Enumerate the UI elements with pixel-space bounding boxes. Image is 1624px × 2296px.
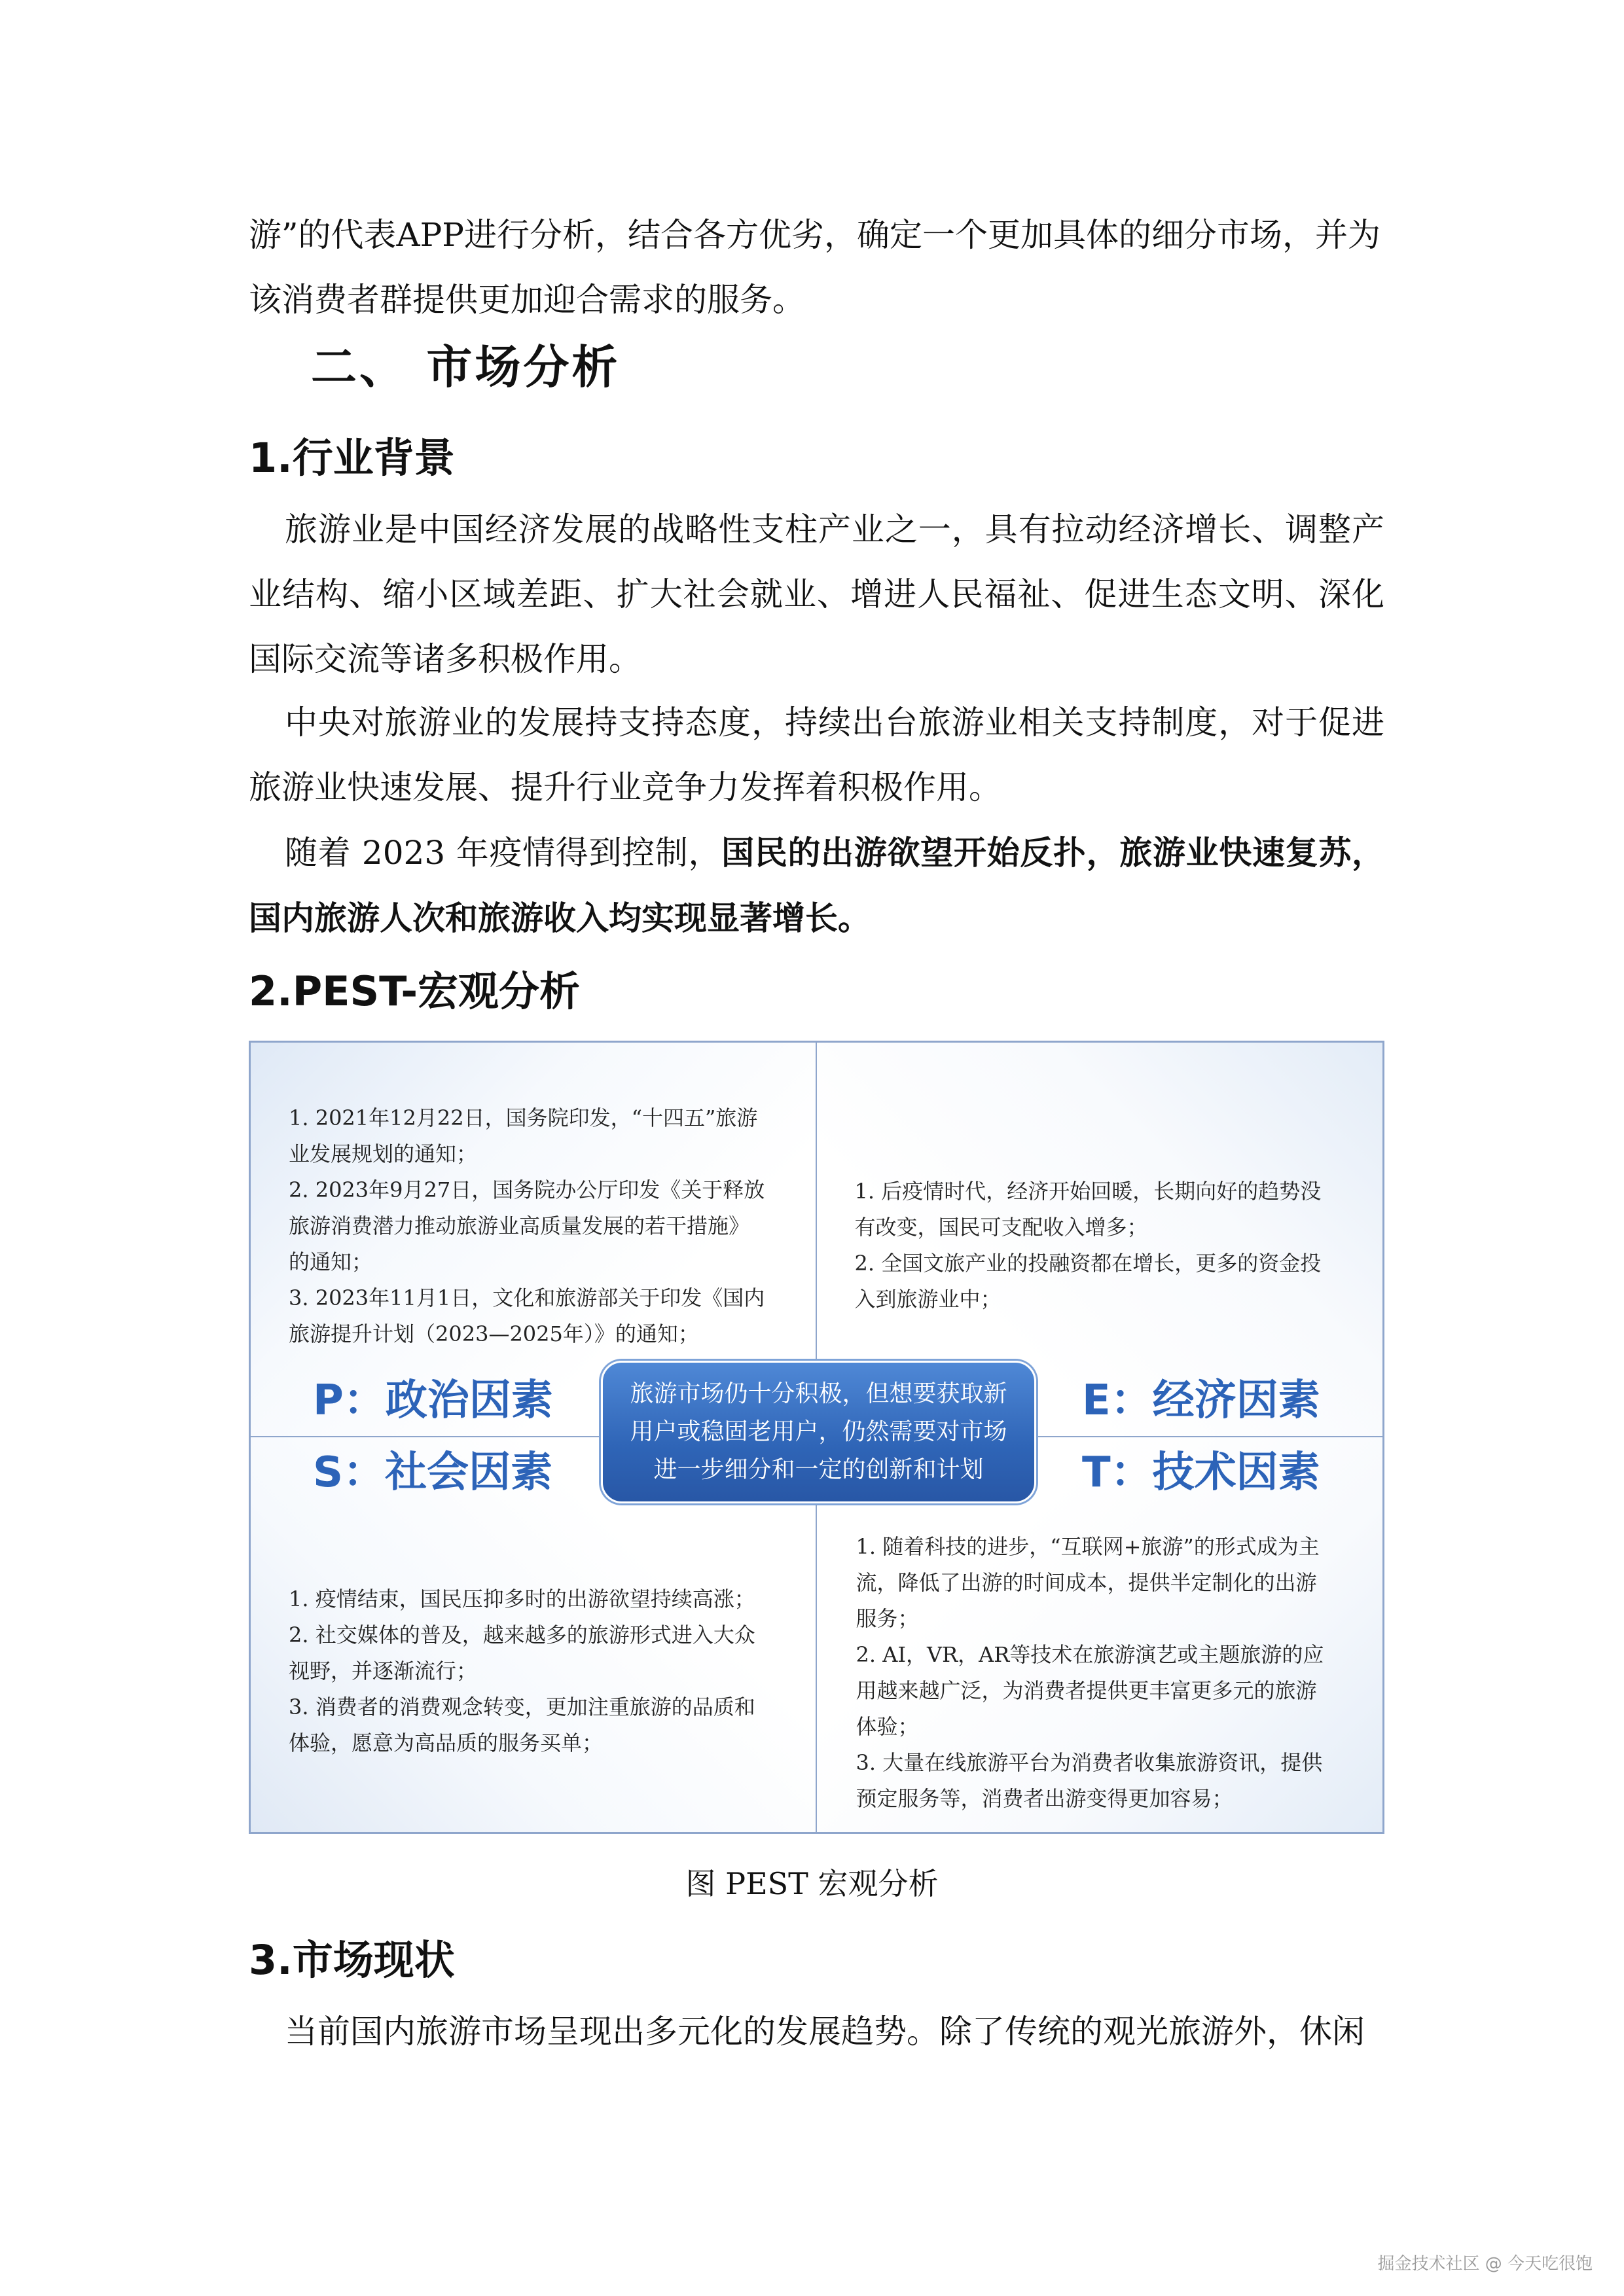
economic-list [855, 1174, 1339, 1318]
economic-item: 1. 后疫情时代，经济开始回暖，长期向好的趋势没有改变，国民可支配收入增多； [854, 1179, 1322, 1240]
paragraph-industry-2: 中央对旅游业的发展持支持态度，持续出台旅游业相关支持制度，对于促进旅游业快速发展、提升行业竞争力发挥着积极作用。 [249, 704, 1384, 806]
heading-industry-background: 1.行业背景 [249, 434, 455, 482]
label-technological: T：技术因素 [1082, 1448, 1320, 1497]
technology-item: 3. 大量在线旅游平台为消费者收集旅游资讯，提供预定服务等，消费者出游变得更加容易； [856, 1750, 1323, 1811]
political-item: 3. 2023年11月1日，文化和旅游部关于印发《国内旅游提升计划（2023—2025年）》的通知； [289, 1285, 765, 1346]
paragraph-3-normal-run: 随着 2023 年疫情得到控制， [285, 834, 722, 872]
social-list [289, 1581, 767, 1761]
technology-item: 1. 随着科技的进步，“互联网+旅游”的形式成为主流，降低了出游的时间成本，提供半定制化的出游服务； [856, 1534, 1320, 1631]
watermark: 掘金技术社区 @ 今天吃很饱 [1377, 2254, 1593, 2274]
label-economic: E：经济因素 [1082, 1376, 1320, 1425]
pest-center-summary [601, 1361, 1036, 1503]
political-list [289, 1100, 767, 1352]
social-item: 1. 疫情结束，国民压抑多时的出游欲望持续高涨； [289, 1587, 755, 1611]
center-summary-text: 旅游市场仍十分积极，但想要获取新用户或稳固老用户，仍然需要对市场进一步细分和一定的创新和计划 [630, 1380, 1007, 1483]
section-title: 二、 市场分析 [311, 340, 621, 394]
label-social: S：社会因素 [313, 1448, 553, 1497]
intro-line-2: 该消费者群提供更加迎合需求的服务。 [249, 281, 805, 319]
technology-item: 2. AI，VR，AR等技术在旅游演艺或主题旅游的应用越来越广泛，为消费者提供更丰富更多元的旅游体验； [856, 1642, 1324, 1739]
social-item: 3. 消费者的消费观念转变，更加注重旅游的品质和体验，愿意为高品质的服务买单； [289, 1695, 755, 1755]
intro-line-1: 游”的代表APP进行分析，结合各方优劣，确定一个更加具体的细分市场，并为 [249, 216, 1380, 254]
heading-market-status: 3.市场现状 [249, 1936, 455, 1984]
heading-pest: 2.PEST-宏观分析 [249, 967, 581, 1015]
paragraph-market-status: 当前国内旅游市场呈现出多元化的发展趋势。除了传统的观光旅游外，休闲 [285, 2013, 1365, 2051]
paragraph-industry-1: 旅游业是中国经济发展的战略性支柱产业之一，具有拉动经济增长、调整产业结构、缩小区域差距、扩大社会就业、增进人民福祉、促进生态文明、深化国际交流等诸多积极作用。 [249, 511, 1384, 678]
political-item: 2. 2023年9月27日，国务院办公厅印发《关于释放旅游消费潜力推动旅游业高质量发展的若干措施》的通知； [289, 1177, 765, 1274]
label-political: P：政治因素 [313, 1376, 553, 1425]
political-item: 1. 2021年12月22日，国务院印发，“十四五”旅游业发展规划的通知； [289, 1105, 758, 1166]
figure-caption: 图 PEST 宏观分析 [685, 1866, 939, 1901]
pest-diagram [249, 1041, 1384, 1834]
paragraph-3-bold-run: 国民的出游欲望开始反扑，旅游业快速复苏，国内旅游人次和旅游收入均实现显著增长。 [249, 833, 1384, 937]
intro-paragraph [249, 203, 1384, 332]
economic-item: 2. 全国文旅产业的投融资都在增长，更多的资金投入到旅游业中； [854, 1251, 1322, 1312]
technology-list [856, 1529, 1334, 1817]
paragraph-industry-3 [249, 820, 1384, 951]
social-item: 2. 社交媒体的普及，越来越多的旅游形式进入大众视野，并逐渐流行； [289, 1623, 755, 1683]
